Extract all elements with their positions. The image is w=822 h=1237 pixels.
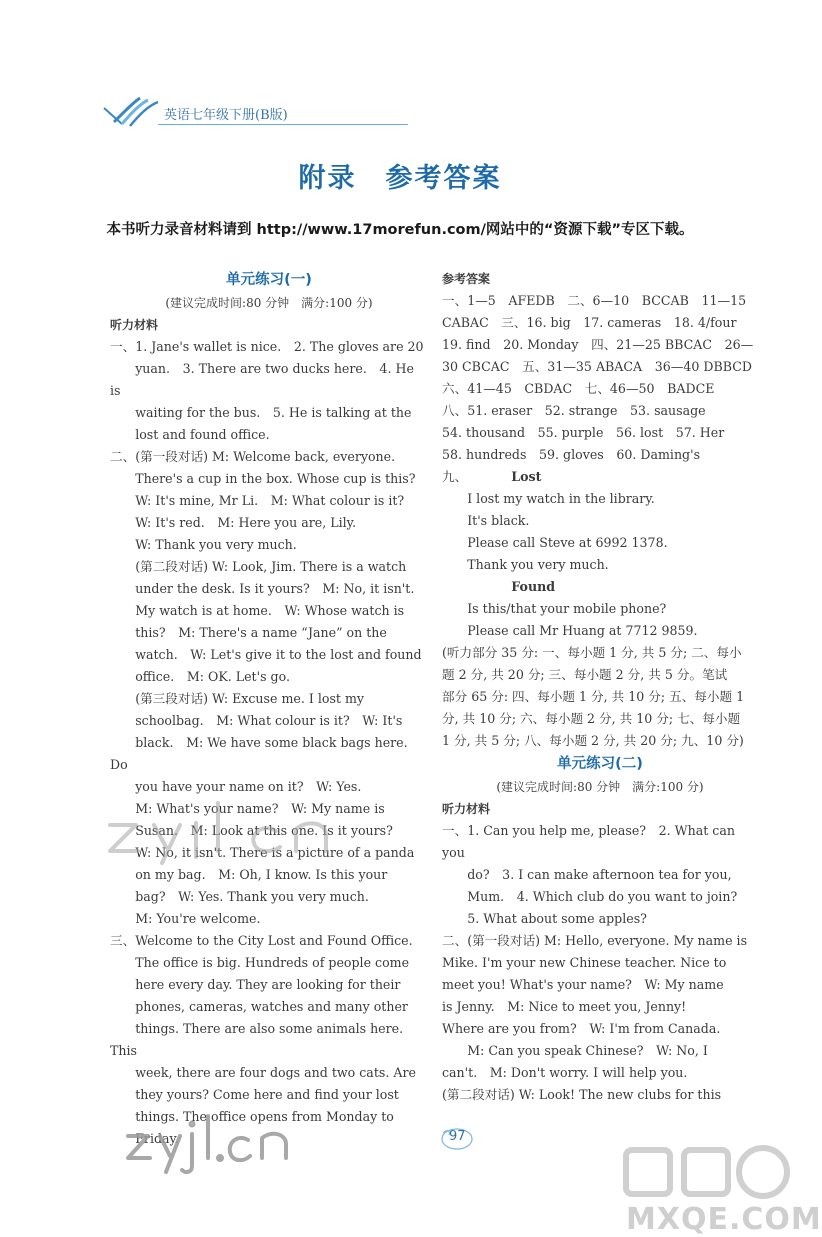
book-logo-icon <box>100 94 164 132</box>
text-line: bag? W: Yes. Thank you very much. <box>135 889 369 904</box>
answer-line: 一、1—5 AFEDB 二、6—10 BCCAB 11—15 <box>442 293 747 308</box>
text-line: (第二段对话) W: Look, Jim. There is a watch <box>135 559 407 574</box>
page-title: 附录 参考答案 <box>298 163 502 194</box>
mxqe-watermark <box>618 1140 822 1237</box>
watermark-text: MXQE.COM <box>626 1202 822 1237</box>
text-line: schoolbag. M: What colour is it? W: It's <box>135 713 403 728</box>
text-line: W: It's mine, Mr Li. M: What colour is it? <box>135 493 405 508</box>
running-header <box>100 94 340 134</box>
found-notice-line: Is this/that your mobile phone? <box>467 601 667 616</box>
page-number <box>441 1127 473 1151</box>
unit-title: 单元练习(一) <box>226 272 312 288</box>
text-line: Mum. 4. Which club do you want to join? <box>467 889 738 904</box>
text-line: Mike. I'm your new Chinese teacher. Nice to <box>442 955 727 970</box>
score-line: (听力部分 35 分: 一、每小题 1 分, 共 5 分; 二、每小 <box>442 645 742 660</box>
text-line: 5. What about some apples? <box>467 911 647 926</box>
text-line: 二、(第一段对话) M: Welcome back, everyone. <box>110 449 396 464</box>
text-line: My watch is at home. W: Whose watch is <box>135 603 405 618</box>
suggested-time: (建议完成时间:80 分钟 满分:100 分) <box>496 780 704 794</box>
left-column <box>110 268 428 1150</box>
lost-notice-line: It's black. <box>467 513 530 528</box>
text-line: M: Can you speak Chinese? W: No, I <box>467 1043 708 1058</box>
score-line: 题 2 分, 共 20 分; 三、每小题 2 分, 共 5 分。笔试 <box>442 667 728 682</box>
text-line: (第三段对话) W: Excuse me. I lost my <box>135 691 365 706</box>
text-line: yuan. 3. There are two ducks here. 4. He is <box>110 361 414 398</box>
section-label: 听力材料 <box>442 802 491 816</box>
score-line: 1 分, 共 5 分; 八、每小题 2 分, 共 20 分; 九、10 分) <box>442 733 744 748</box>
text-line: There's a cup in the box. Whose cup is this? <box>135 471 416 486</box>
found-notice-title: Found <box>511 579 556 594</box>
section-number: 九、 <box>442 469 468 484</box>
text-line: Friday. <box>135 1131 179 1146</box>
text-line: 三、Welcome to the City Lost and Found Office. <box>110 933 413 948</box>
suggested-time: (建议完成时间:80 分钟 满分:100 分) <box>165 296 373 310</box>
text-line: watch. W: Let's give it to the lost and found <box>135 647 422 662</box>
text-line: M: You're welcome. <box>135 911 261 926</box>
text-line: black. M: We have some black bags here. Do <box>110 735 408 772</box>
score-line: 分, 共 10 分; 六、每小题 2 分, 共 10 分; 七、每小题 <box>442 711 741 726</box>
lost-notice-title: Lost <box>511 469 542 484</box>
answers-label: 参考答案 <box>442 272 491 286</box>
text-line: under the desk. Is it yours? M: No, it isn't. <box>135 581 415 596</box>
text-line: can't. M: Don't worry. I will help you. <box>442 1065 688 1080</box>
answer-line: 六、41—45 CBDAC 七、46—50 BADCE <box>442 381 715 396</box>
text-line: W: It's red. M: Here you are, Lily. <box>135 515 357 530</box>
answer-logo-icon <box>618 1140 798 1204</box>
text-line: M: What's your name? W: My name is <box>135 801 385 816</box>
text-line: here every day. They are looking for their <box>135 977 401 992</box>
download-notice: 本书听力录音材料请到 http://www.17morefun.com/网站中的“资源下载”专区下载。 <box>106 222 694 238</box>
text-line: 二、(第一段对话) M: Hello, everyone. My name is <box>442 933 748 948</box>
text-line: office. M: OK. Let's go. <box>135 669 290 684</box>
text-line: this? M: There's a name “Jane” on the <box>135 625 387 640</box>
answer-line: 八、51. eraser 52. strange 53. sausage <box>442 403 706 418</box>
book-title: 英语七年级下册(B版) <box>164 108 288 123</box>
header-rule <box>158 124 408 125</box>
found-notice-line: Please call Mr Huang at 7712 9859. <box>467 623 698 638</box>
text-line: is Jenny. M: Nice to meet you, Jenny! <box>442 999 687 1014</box>
zyjl-watermark-faint <box>100 795 400 865</box>
text-line: The office is big. Hundreds of people come <box>135 955 410 970</box>
text-line: 一、1. Can you help me, please? 2. What can you <box>442 823 735 860</box>
text-line: things. There are also some animals here. This <box>110 1021 404 1058</box>
text-line: Where are you from? W: I'm from Canada. <box>442 1021 721 1036</box>
page-number-text: 97 <box>449 1129 466 1144</box>
lost-notice-line: Thank you very much. <box>467 557 609 572</box>
lost-notice-line: I lost my watch in the library. <box>467 491 655 506</box>
text-line: things. The office opens from Monday to <box>135 1109 394 1124</box>
zyjl-watermark <box>120 1108 300 1178</box>
text-line: W: Thank you very much. <box>135 537 297 552</box>
lost-notice-line: Please call Steve at 6992 1378. <box>467 535 668 550</box>
text-line: W: No, it isn't. There is a picture of a panda <box>135 845 415 860</box>
unit-title: 单元练习(二) <box>557 756 643 772</box>
text-line: meet you! What's your name? W: My name <box>442 977 724 992</box>
writing-answer <box>442 466 758 488</box>
text-line: on my bag. M: Oh, I know. Is this your <box>135 867 388 882</box>
text-line: phones, cameras, watches and many other <box>135 999 408 1014</box>
answer-line: 54. thousand 55. purple 56. lost 57. Her <box>442 425 725 440</box>
text-line: (第二段对话) W: Look! The new clubs for this <box>442 1087 722 1102</box>
text-line: do? 3. I can make afternoon tea for you, <box>467 867 732 882</box>
text-line: waiting for the bus. 5. He is talking at the <box>135 405 412 420</box>
text-line: you have your name on it? W: Yes. <box>135 779 362 794</box>
text-line: 一、1. Jane's wallet is nice. 2. The gloves are 20 <box>110 339 424 354</box>
score-line: 部分 65 分: 四、每小题 1 分, 共 10 分; 五、每小题 1 <box>442 689 745 704</box>
text-line: they yours? Come here and find your lost <box>135 1087 399 1102</box>
section-label: 听力材料 <box>110 318 159 332</box>
text-line: lost and found office. <box>135 427 270 442</box>
answer-line: 58. hundreds 59. gloves 60. Daming's <box>442 447 701 462</box>
text-line: Susan. M: Look at this one. Is it yours? <box>135 823 393 838</box>
answer-line: CABAC 三、16. big 17. cameras 18. 4/four <box>442 315 737 330</box>
text-line: week, there are four dogs and two cats. Are <box>135 1065 416 1080</box>
right-column <box>442 268 758 1106</box>
answer-line: 19. find 20. Monday 四、21—25 BBCAC 26— <box>442 337 754 352</box>
answer-line: 30 CBCAC 五、31—35 ABACA 36—40 DBBCD <box>442 359 752 374</box>
